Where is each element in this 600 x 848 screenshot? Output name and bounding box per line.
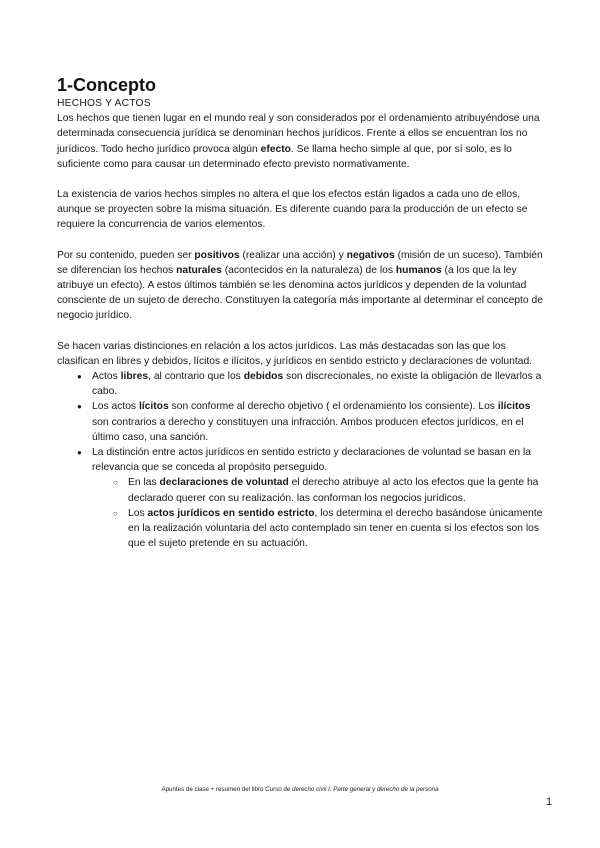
- paragraph-contenido: Por su contenido, pueden ser positivos (realizar una acción) y negativos (misión de un suceso). También se diferencian los hechos naturales (acontecidos en la naturaleza) de los humanos (a los que la ley atribuye un efecto). A estos últimos también se les denomina actos jurídicos y dependen de la voluntad consciente de un sujeto de derecho. Constituyen la categoría más importante al determinar el concepto de negocio jurídico.: [57, 249, 543, 322]
- sub-bullet-list: [92, 475, 545, 551]
- sub-list-item-declaraciones: ○ En las declaraciones de voluntad el derecho atribuye al acto los efectos que la gente ha declarado querer con su realización. las conforman los negocios jurídicos.: [92, 475, 545, 505]
- page-footer: Apuntes de clase + resumen del libro Curso de derecho civil I. Parte general y derecho de la persona: [161, 786, 439, 793]
- paragraph-hechos-juridicos: Los hechos que tienen lugar en el mundo real y son considerados por el ordenamiento atribuyéndose una determinada consecuencia jurídica se denominan hechos jurídicos. Frente a ellos se encuentran los no jurídicos. Todo hecho jurídico provoca algún efecto. Se llama hecho simple al que, por sí solo, es lo suficiente como para causar un determinado efecto previsto normativamente.: [57, 113, 540, 170]
- footer-book-title: Curso de derecho civil I. Parte general y derecho de la persona: [265, 786, 439, 793]
- paragraph-hechos-simples: La existencia de varios hechos simples no altera el que los efectos están ligados a cada uno de ellos, aunque se proyecten sobre la misma situación. Es diferente cuando para la producción de un efecto se requiere la concurrencia de varios elementos.: [57, 189, 528, 231]
- page-title: 1-Concepto: [57, 75, 156, 95]
- page-number: 1: [546, 796, 553, 808]
- section-subtitle: HECHOS Y ACTOS: [57, 98, 151, 109]
- list-item-licitos-ilicitos: ● Los actos lícitos son conforme al derecho objetivo ( el ordenamiento los consiente). Los ilícitos son contrarios a derecho y constituyen una infracción. Ambos producen efectos jurídicos, en el último caso, una sanción.: [57, 399, 545, 445]
- list-item-libres-debidos: ● Actos libres, al contrario que los debidos son discrecionales, no existe la obligación de llevarlos a cabo.: [57, 369, 545, 399]
- paragraph-distinciones: Se hacen varias distinciones en relación a los actos jurídicos. Las más destacadas son las que los clasifican en libres y debidos, lícitos e ilícitos, y jurídicos en sentido estricto y declaraciones de voluntad.: [57, 340, 533, 367]
- document-body: [57, 74, 545, 551]
- bullet-list: [57, 369, 545, 551]
- sub-list-item-actos-estrictos: ○ Los actos jurídicos en sentido estricto, los determina el derecho basándose únicamente en la realización voluntaria del acto contemplado sin tener en cuenta si los efectos son los que el sujeto pretende en su actuación.: [92, 506, 545, 552]
- list-item-distincion: ● La distinción entre actos jurídicos en sentido estricto y declaraciones de voluntad se basan en la relevancia que se conceda al propósito perseguido. ○ En las declaraciones de voluntad el derecho atribuye al acto los efectos que la gente ha declarado querer con su realización. las conforman los negocios jurídicos. ○ Los actos jurídicos en sentido estricto, los determina el derecho basándose únicamente en la realización voluntaria del acto contemplado sin tener en cuenta si los efectos son los que el sujeto pretende en su actuación.: [57, 445, 545, 551]
